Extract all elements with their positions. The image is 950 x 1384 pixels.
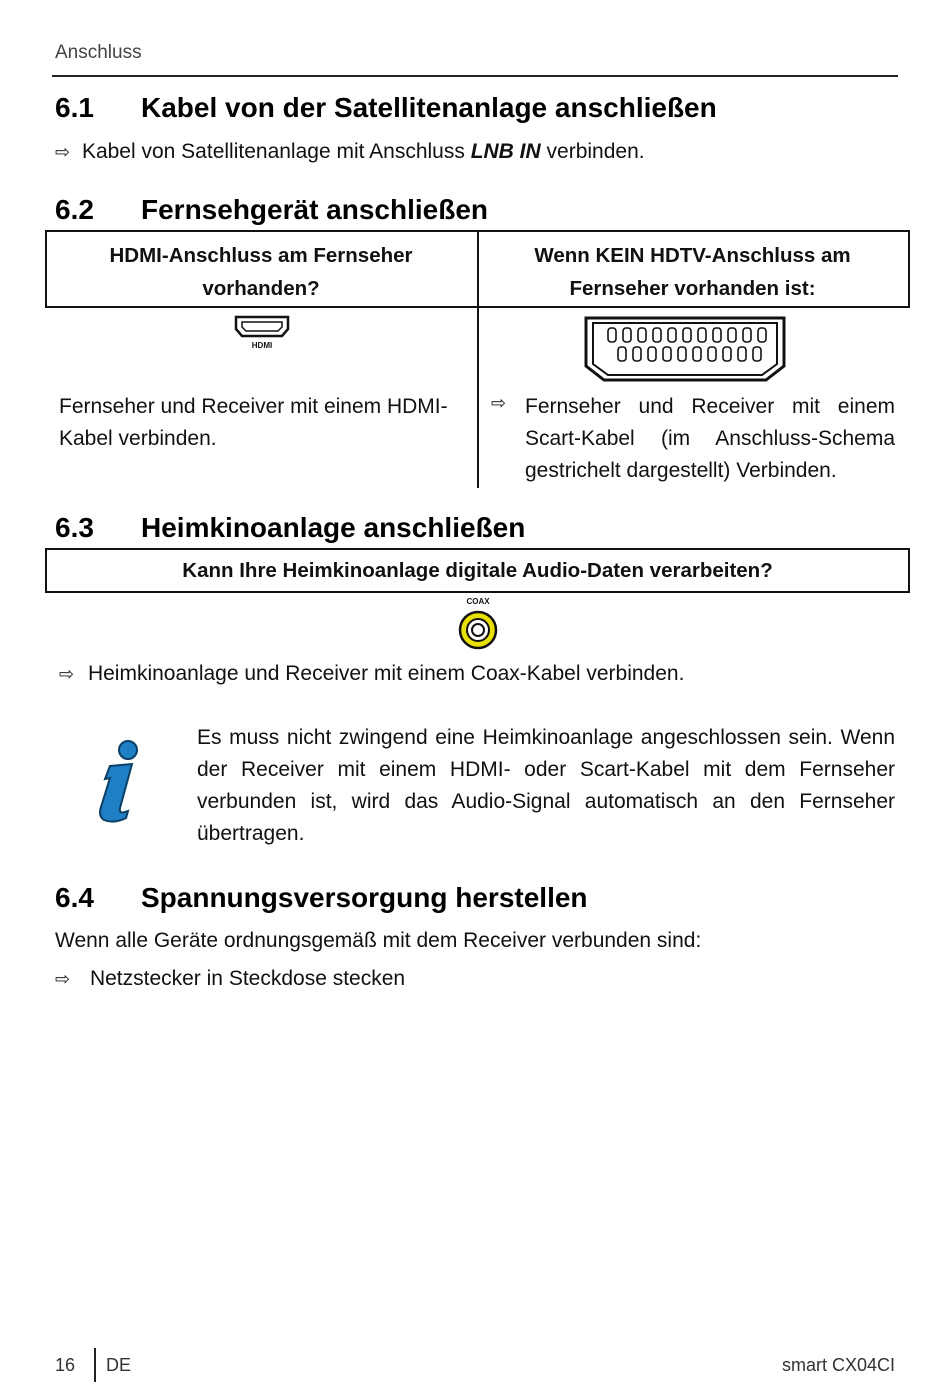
- step-6-3: [59, 658, 684, 690]
- step-6-1: [55, 136, 645, 168]
- arrow-right-icon: ⇨: [55, 969, 71, 989]
- hdmi-port-label: HDMI: [251, 341, 273, 350]
- tv-table-left-text: Fernseher und Receiver mit einem HDMI-Kabel verbinden.: [59, 395, 448, 450]
- tv-table-right-header: Wenn KEIN HDTV-Anschluss am Fernseher vorhanden ist:: [534, 244, 851, 300]
- port-label-lnb-in: LNB IN: [470, 140, 541, 163]
- coax-port-label: COAX: [466, 597, 490, 606]
- header-divider: [52, 75, 898, 77]
- heading-number: 6.3: [55, 512, 94, 543]
- heading-number: 6.4: [55, 882, 94, 913]
- heading-number: 6.2: [55, 194, 94, 225]
- heading-6-1: [55, 92, 717, 124]
- heading-title: Fernsehgerät anschließen: [141, 194, 489, 225]
- step-text-suffix: verbinden.: [546, 140, 645, 163]
- heading-6-4: [55, 882, 588, 914]
- home-cinema-question-box: Kann Ihre Heimkinoanlage digitale Audio-Daten verarbeiten?: [45, 548, 910, 593]
- heading-title: Heimkinoanlage anschließen: [141, 512, 526, 543]
- arrow-right-icon: ⇨: [59, 664, 75, 684]
- step-text: Netzstecker in Steckdose stecken: [89, 967, 406, 990]
- step-text: Heimkinoanlage und Receiver mit einem Coax-Kabel verbinden.: [87, 662, 685, 685]
- heading-title: Spannungsversorgung herstellen: [141, 882, 588, 913]
- hdmi-port-icon: [234, 314, 290, 354]
- tv-table-divider: [477, 230, 479, 488]
- page-number: 16: [55, 1355, 76, 1375]
- info-note-text: Es muss nicht zwingend eine Heimkinoanlage angeschlossen sein. Wenn der Receiver mit einem HDMI- oder Scart-Kabel mit dem Fernseher verbunden ist, wird das Audio-Signal automatisch an den Fernseher übertragen.: [197, 726, 895, 845]
- coax-port-icon: [456, 597, 500, 655]
- footer-divider: [94, 1348, 96, 1382]
- arrow-right-icon: ⇨: [491, 393, 507, 413]
- heading-6-3: [55, 512, 525, 544]
- tv-table-right-text: Fernseher und Receiver mit einem Scart-Kabel (im Anschluss-Schema gestrichelt dargestellt) Verbinden.: [525, 395, 895, 482]
- info-icon: [90, 738, 150, 828]
- step-6-4: [55, 963, 405, 995]
- arrow-right-icon: ⇨: [55, 142, 71, 162]
- section-header-label: Anschluss: [55, 42, 142, 63]
- tv-table-left-header: HDMI-Anschluss am Fernseher vorhanden?: [109, 244, 413, 300]
- heading-title: Kabel von der Satellitenanlage anschließen: [141, 92, 717, 123]
- heading-6-2: [55, 194, 488, 226]
- step-text-prefix: Kabel von Satellitenanlage mit Anschluss: [81, 140, 465, 163]
- power-intro-text: Wenn alle Geräte ordnungsgemäß mit dem Receiver verbunden sind:: [55, 929, 702, 952]
- scart-port-icon: [580, 314, 790, 384]
- heading-number: 6.1: [55, 92, 94, 123]
- language-code: DE: [106, 1355, 132, 1375]
- product-name: smart CX04CI: [781, 1355, 895, 1375]
